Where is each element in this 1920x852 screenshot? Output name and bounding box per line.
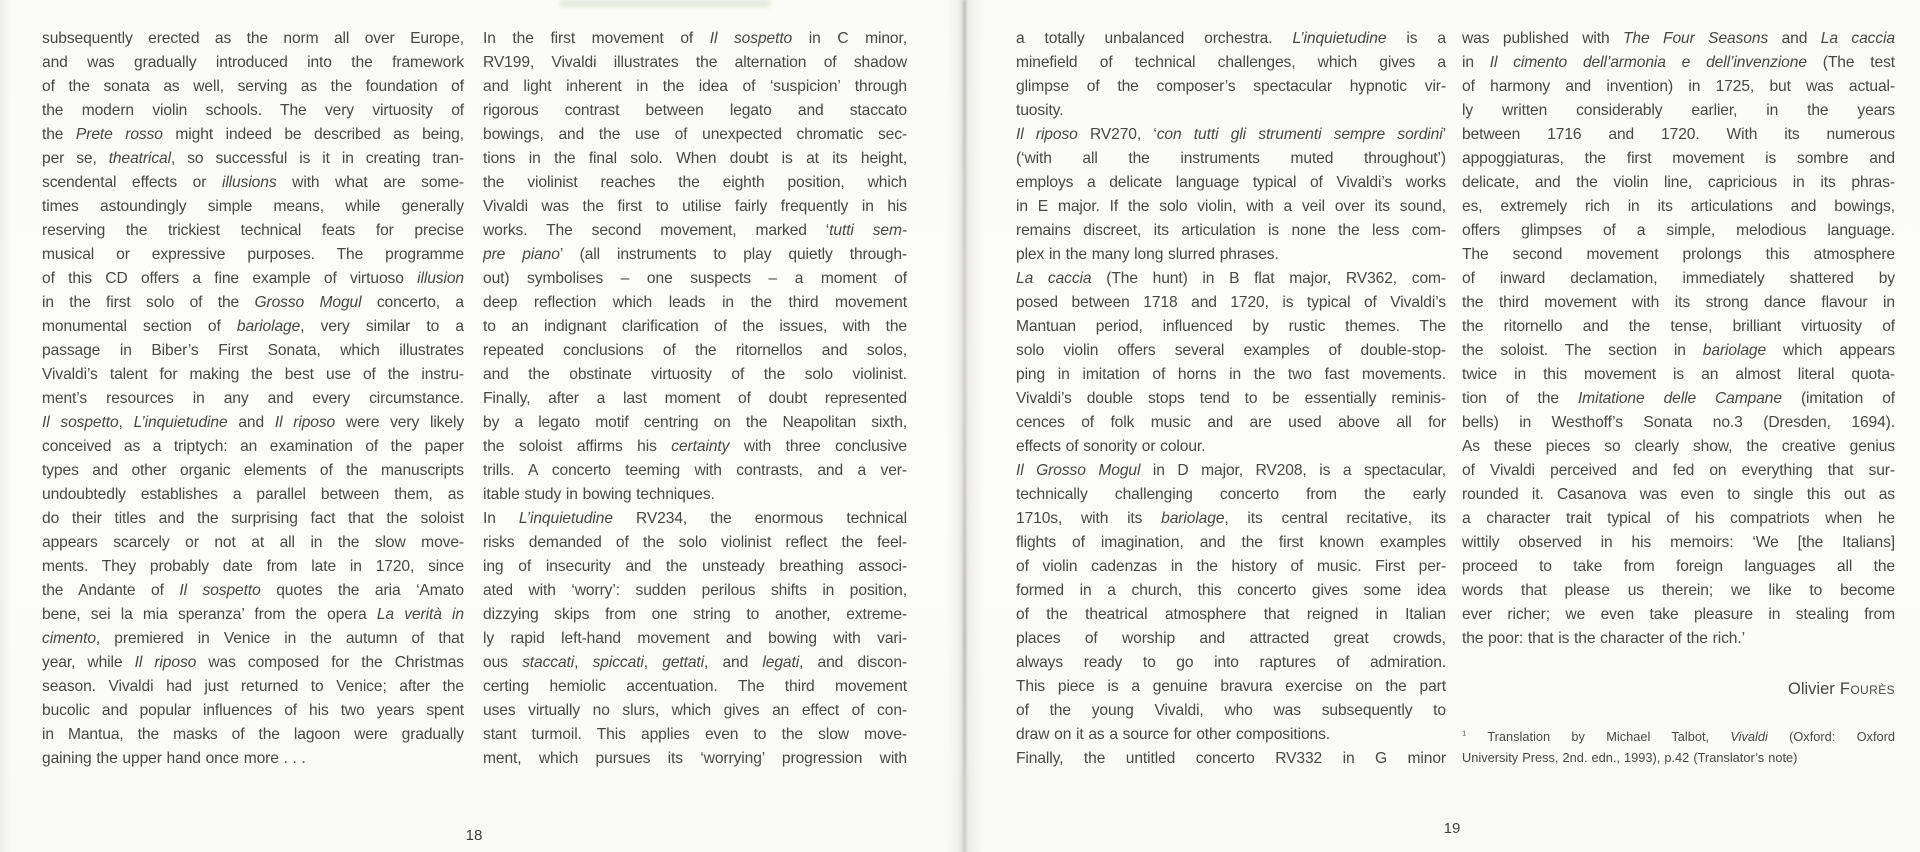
text-line: Il riposo RV270, ‘con tutti gli strumenti sempre sordini’: [1016, 126, 1446, 143]
text-line: ever richer; we even take pleasure in stealing from: [1462, 606, 1895, 623]
text-line: uses virtually no slurs, which gives an effect of con-: [483, 702, 907, 719]
text-line: per se, theatrical, so successful is it in creating tran-: [42, 150, 464, 167]
text-line: to an indignant clarification of the issues, with the: [483, 318, 907, 335]
text-line: glimpse of the composer’s spectacular hypnotic vir-: [1016, 78, 1446, 95]
text-line: passage in Biber’s First Sonata, which illustrates: [42, 342, 464, 359]
text-line: Vivaldi’s talent for making the best use of the instru-: [42, 366, 464, 383]
text-line: minefield of technical challenges, which gives a: [1016, 54, 1446, 71]
text-line: draw on it as a source for other compositions.: [1016, 726, 1331, 743]
text-line: University Press, 2nd. edn., 1993), p.42 (Translator’s note): [1462, 750, 1798, 765]
text-line: Olivier Fourès: [1788, 680, 1895, 698]
text-line: ments. They probably date from late in 1720, since: [42, 558, 464, 575]
text-line: wittily observed in his memoirs: ‘We [the Italians]: [1462, 534, 1895, 551]
text-line: technically challenging concerto from the early: [1016, 486, 1446, 503]
text-line: formed in a church, this concerto gives some idea: [1016, 582, 1446, 599]
text-line: of violin cadenzas in the history of music. First per-: [1016, 558, 1446, 575]
text-line: ated with ‘worry’: sudden perilous shifts in position,: [483, 582, 907, 599]
text-line: ment’s resources in any and every circumstance.: [42, 390, 464, 407]
text-line: twice in this movement is an almost literal quota-: [1462, 366, 1895, 383]
text-line: the Prete rosso might indeed be described as being,: [42, 126, 464, 143]
text-line: trills. A concerto teeming with contrasts, and a ver-: [483, 462, 907, 479]
text-line: tuosity.: [1016, 102, 1064, 119]
text-line: In the first movement of Il sospetto in C minor,: [483, 30, 907, 47]
text-line: between 1716 and 1720. With its numerous: [1462, 126, 1895, 143]
text-line: musical or expressive purposes. The programme: [42, 246, 464, 263]
text-line: types and other organic elements of the manuscripts: [42, 462, 464, 479]
text-line: rounded it. Casanova was even to single this out as: [1462, 486, 1895, 503]
text-line: employs a delicate language typical of Vivaldi’s works: [1016, 174, 1446, 191]
text-line: flights of imagination, and the first known examples: [1016, 534, 1446, 551]
text-line: dizzying skips from one string to another, extreme-: [483, 606, 907, 623]
text-line: monumental section of bariolage, very similar to a: [42, 318, 464, 335]
page-19-column-2: [1462, 27, 1895, 701]
text-line: La caccia (The hunt) in B flat major, RV362, com-: [1016, 270, 1447, 287]
text-line: a totally unbalanced orchestra. L’inquietudine is a: [1016, 30, 1446, 47]
text-line: the Andante of Il sospetto quotes the aria ‘Amato: [42, 582, 464, 599]
text-line: ping in imitation of horns in the two fast movements.: [1016, 366, 1446, 383]
text-line: by a legato motif centring on the Neapolitan sixth,: [483, 414, 907, 431]
text-line: $^1$ Translation by Michael Talbot, Vivaldi (Oxford: Oxford: [1462, 728, 1895, 744]
text-line: Finally, after a last moment of doubt represented: [483, 390, 907, 407]
text-line: gaining the upper hand once more . . .: [42, 750, 306, 767]
scan-artifact: [560, 0, 770, 7]
text-line: of the theatrical atmosphere that reigned in Italian: [1016, 606, 1446, 623]
text-line: always ready to go into raptures of admiration.: [1016, 654, 1446, 671]
text-line: effects of sonority or colour.: [1016, 438, 1206, 455]
text-line: bells) in Westhoff’s Sonata no.3 (Dresden, 1694).: [1462, 414, 1895, 431]
text-line: in the first solo of the Grosso Mogul concerto, a: [42, 294, 464, 311]
text-line: appoggiaturas, the first movement is sombre and: [1462, 150, 1895, 167]
text-line: of the sonata as well, serving as the foundation of: [42, 78, 464, 95]
text-line: of Vivaldi perceived and fed on everything that sur-: [1462, 462, 1895, 479]
text-line: plex in the many long slurred phrases.: [1016, 246, 1279, 263]
text-line: of this CD offers a fine example of virtuoso illusion: [42, 270, 464, 287]
text-line: the modern violin schools. The very virtuosity of: [42, 102, 464, 119]
text-line: a character trait typical of his compatriots when he: [1462, 510, 1895, 527]
page-number-left: 18: [465, 827, 483, 844]
text-line: and was gradually introduced into the framework: [42, 54, 464, 71]
text-line: of harmony and invention) in 1725, but was actual-: [1462, 78, 1895, 95]
page-19-column-1: [1016, 27, 1446, 771]
author-signature: [1462, 677, 1895, 701]
text-line: subsequently erected as the norm all over Europe,: [42, 30, 464, 47]
page-number-right: 19: [1443, 820, 1461, 837]
text-line: and the obstinate virtuosity of the solo violinist.: [483, 366, 907, 383]
text-line: delicate, and the violin line, capricious in its phras-: [1462, 174, 1895, 191]
page-18-column-1: [42, 27, 464, 771]
text-line: In L’inquietudine RV234, the enormous technical: [483, 510, 907, 527]
text-line: Mantuan period, influenced by rustic themes. The: [1016, 318, 1446, 335]
page-18-column-2: [483, 27, 907, 771]
text-line: out) symbolises – one suspects – a moment of: [483, 270, 907, 287]
text-line: season. Vivaldi had just returned to Venice; after the: [42, 678, 464, 695]
page-fold-line: [963, 0, 966, 852]
page-fold-shadow: [946, 0, 984, 852]
text-line: bucolic and popular influences of his two years spent: [42, 702, 464, 719]
text-line: (‘with all the instruments muted throughout’): [1016, 150, 1446, 167]
text-line: tions in the final solo. When doubt is at its height,: [483, 150, 907, 167]
text-line: risks demanded of the solo violinist reflect the feel-: [483, 534, 907, 551]
text-line: undoubtedly establishes a parallel between them, as: [42, 486, 464, 503]
text-line: year, while Il riposo was composed for the Christmas: [42, 654, 465, 671]
text-line: appears scarcely or not at all in the slow move-: [42, 534, 464, 551]
text-line: in Mantua, the masks of the lagoon were gradually: [42, 726, 464, 743]
text-line: the violinist reaches the eighth position, which: [483, 174, 907, 191]
text-line: 1710s, with its bariolage, its central recitative, its: [1016, 510, 1447, 527]
text-line: ment, which pursues its ‘worrying’ progression with: [483, 750, 907, 767]
text-line: Finally, the untitled concerto RV332 in G minor: [1016, 750, 1446, 767]
text-line: reserving the trickiest technical feats for precise: [42, 222, 464, 239]
text-line: ing of insecurity and the unsteady breathing associ-: [483, 558, 907, 575]
text-line: in Il cimento dell’armonia e dell’invenzione (The test: [1462, 54, 1895, 71]
text-line: repeated conclusions of the ritornellos and solos,: [483, 342, 907, 359]
text-line: the soloist. The section in bariolage which appears: [1462, 342, 1895, 359]
text-line: the ritornello and the tense, brilliant virtuosity of: [1462, 318, 1895, 335]
text-line: cimento, premiered in Venice in the autumn of that: [42, 630, 464, 647]
text-line: Vivaldi’s double stops tend to be essentially reminis-: [1016, 390, 1446, 407]
text-line: of the young Vivaldi, who was subsequently to: [1016, 702, 1446, 719]
text-line: The second movement prolongs this atmosphere: [1462, 246, 1895, 263]
text-line: do their titles and the surprising fact that the soloist: [42, 510, 464, 527]
text-line: scendental effects or illusions with what are some-: [42, 174, 464, 191]
page-19-column-2-text: [1462, 27, 1895, 651]
text-line: remains discreet, its articulation is none the less com-: [1016, 222, 1446, 239]
text-line: works. The second movement, marked ‘tutti sem-: [483, 222, 907, 239]
text-line: ly rapid left-hand movement and bowing with vari-: [483, 630, 907, 647]
text-line: certing hemiolic accentuation. The third movement: [483, 678, 907, 695]
text-line: and light inherent in the idea of ‘suspicion’ through: [483, 78, 907, 95]
text-line: rigorous contrast between legato and staccato: [483, 102, 907, 119]
text-line: pre piano’ (all instruments to play quietly through-: [483, 246, 907, 263]
text-line: bowings, and the use of unexpected chromatic sec-: [483, 126, 907, 143]
text-line: Vivaldi was the first to utilise fairly frequently in his: [483, 198, 907, 215]
text-line: the poor: that is the character of the rich.’: [1462, 630, 1745, 647]
text-line: itable study in bowing techniques.: [483, 486, 715, 503]
text-line: words that please us therein; we like to become: [1462, 582, 1895, 599]
text-line: RV199, Vivaldi illustrates the alternation of shadow: [483, 54, 907, 71]
text-line: the third movement with its strong dance flavour in: [1462, 294, 1895, 311]
text-line: solo violin offers several examples of double-stop-: [1016, 342, 1446, 359]
text-line: Il sospetto, L’inquietudine and Il riposo were very likely: [42, 414, 465, 431]
text-line: posed between 1718 and 1720, is typical of Vivaldi’s: [1016, 294, 1446, 311]
scan-left-edge-shadow: [0, 0, 12, 852]
text-line: As these pieces so clearly show, the creative genius: [1462, 438, 1895, 455]
text-line: This piece is a genuine bravura exercise on the part: [1016, 678, 1446, 695]
text-line: Il Grosso Mogul in D major, RV208, is a spectacular,: [1016, 462, 1446, 479]
text-line: the soloist affirms his certainty with three conclusive: [483, 438, 907, 455]
text-line: places of worship and attracted great crowds,: [1016, 630, 1446, 647]
text-line: ous staccati, spiccati, gettati, and legati, and discon-: [483, 654, 908, 671]
text-line: times astoundingly simple means, while generally: [42, 198, 464, 215]
text-line: proceed to take from foreign languages all the: [1462, 558, 1895, 575]
text-line: stant turmoil. This applies even to the slow move-: [483, 726, 907, 743]
text-line: deep reflection which leads in the third movement: [483, 294, 907, 311]
text-line: offers glimpses of a simple, melodious language.: [1462, 222, 1895, 239]
text-line: es, extremely rich in its articulations and bowings,: [1462, 198, 1895, 215]
text-line: conceived as a triptych: an examination of the paper: [42, 438, 464, 455]
text-line: ly written considerably earlier, in the years: [1462, 102, 1895, 119]
translator-footnote: [1462, 726, 1895, 768]
text-line: tion of the Imitatione delle Campane (imitation of: [1462, 390, 1896, 407]
text-line: in E major. If the solo violin, with a veil over its sound,: [1016, 198, 1446, 215]
text-line: cences of folk music and are used above all for: [1016, 414, 1446, 431]
text-line: bene, sei la mia speranza’ from the opera La verità in: [42, 606, 464, 623]
text-line: of inward declamation, immediately shattered by: [1462, 270, 1895, 287]
text-line: was published with The Four Seasons and La caccia: [1462, 30, 1895, 47]
